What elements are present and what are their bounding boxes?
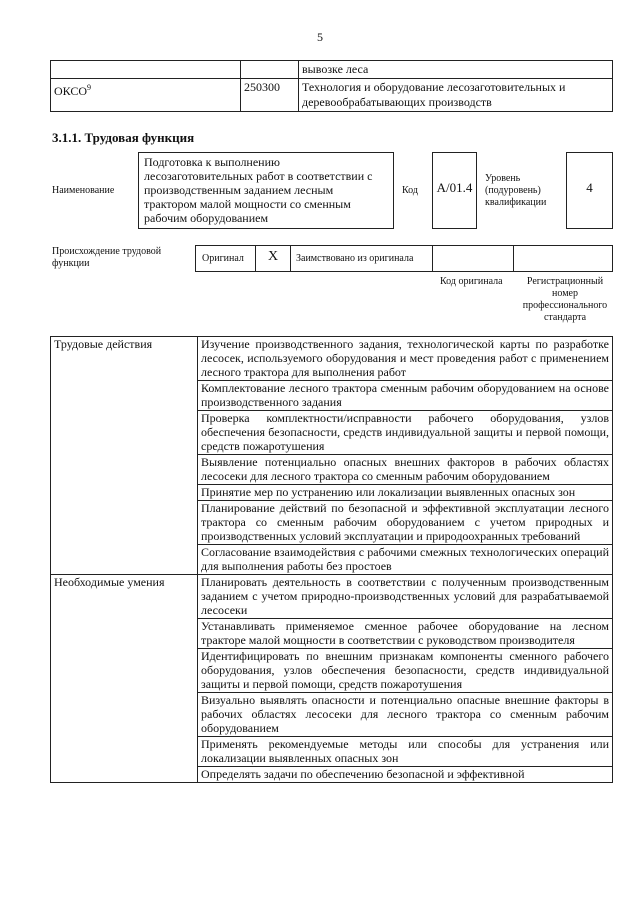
reg-number-label: Регистрационный номер профессионального стандарта [522,276,608,323]
divider [290,245,291,272]
item-cell: Принятие мер по устранению или локализации выявленных опасных зон [198,485,613,501]
item-cell: Определять задачи по обеспечению безопасной и эффективной [198,767,613,783]
item-cell: Выявление потенциально опасных внешних факторов в рабочих областях лесосеки для лесного трактора со сменным рабочим оборудованием [198,455,613,485]
code-cell: 250300 [241,79,299,112]
category-cell: Необходимые умения [51,575,198,783]
table-row [51,575,613,619]
footnote-ref: 9 [87,83,92,92]
item-cell: Изучение производственного задания, технологической карты по разработке лесосек, используемого оборудования и мест проведения работ с применением лесного трактора для выполнения работ [198,337,613,381]
function-details-table [50,336,613,783]
item-cell: Применять рекомендуемые методы или способы для устранения или локализации выявленных опасных зон [198,737,613,767]
original-label: Оригинал [202,253,244,264]
item-cell: Проверка комплектности/исправности рабочего оборудования, узлов обеспечения безопасности, средств индивидуальной защиты и первой помощи, средств пожаротушения [198,411,613,455]
code-label: Код [402,185,418,196]
function-name: Подготовка к выполнению лесозаготовительных работ в соответствии с производственным заданием лесным трактором малой мощности со сменным рабочим оборудованием [144,155,373,225]
item-cell: Визуально выявлять опасности и потенциально опасные внешние факторы в рабочих областях лесосеки для лесного трактора со сменным рабочим оборудованием [198,693,613,737]
item-cell: Планирование действий по безопасной и эффективной эксплуатации лесного трактора со сменным рабочим оборудованием с учетом природных и производственных условий эксплуатации и природоохранных требований [198,501,613,545]
level-box [566,152,613,229]
function-code-box [432,152,477,229]
function-code: А/01.4 [436,180,473,195]
code-cell [241,61,299,79]
item-cell: Планировать деятельность в соответствии с полученным производственным заданием с учетом природно-производственных условий для разрабатываемой лесосеки [198,575,613,619]
code-original-label: Код оригинала [440,276,503,287]
level-label: Уровень (подуровень) квалификации [485,173,547,208]
divider [513,245,514,272]
name-label: Наименование [52,185,115,196]
divider [432,245,433,272]
item-cell: Устанавливать применяемое сменное рабочее оборудование на лесном тракторе малой мощности в соответствии с руководством производителя [198,619,613,649]
borrowed-label: Заимствовано из оригинала [296,253,414,264]
item-cell: Согласование взаимодействия с рабочими смежных технологических операций для выполнения работы без простоев [198,545,613,575]
item-cell: Комплектование лесного трактора сменным рабочим оборудованием на основе производственного задания [198,381,613,411]
origin-label: Происхождение трудовой функции [52,246,162,269]
original-mark: X [268,249,279,264]
divider [255,245,256,272]
item-cell: Идентифицировать по внешним признакам компоненты сменного рабочего оборудования, узлов обеспечения безопасности, средств индивидуальной защиты и первой помощи, средств пожаротушения [198,649,613,693]
section-title: 3.1.1. Трудовая функция [52,130,195,145]
title-cell: вывозке леса [299,61,613,79]
code-name-cell: ОКСО$^9$ [51,79,241,112]
table-row [51,79,613,112]
table-row [51,61,613,79]
table-row [51,337,613,381]
code-name-cell [51,61,241,79]
page-number: 5 [317,30,323,44]
category-cell: Трудовые действия [51,337,198,575]
education-codes-table [50,60,613,112]
title-cell: Технология и оборудование лесозаготовительных и деревообрабатывающих производств [299,79,613,112]
function-name-box [138,152,394,229]
level-value: 4 [586,180,593,195]
